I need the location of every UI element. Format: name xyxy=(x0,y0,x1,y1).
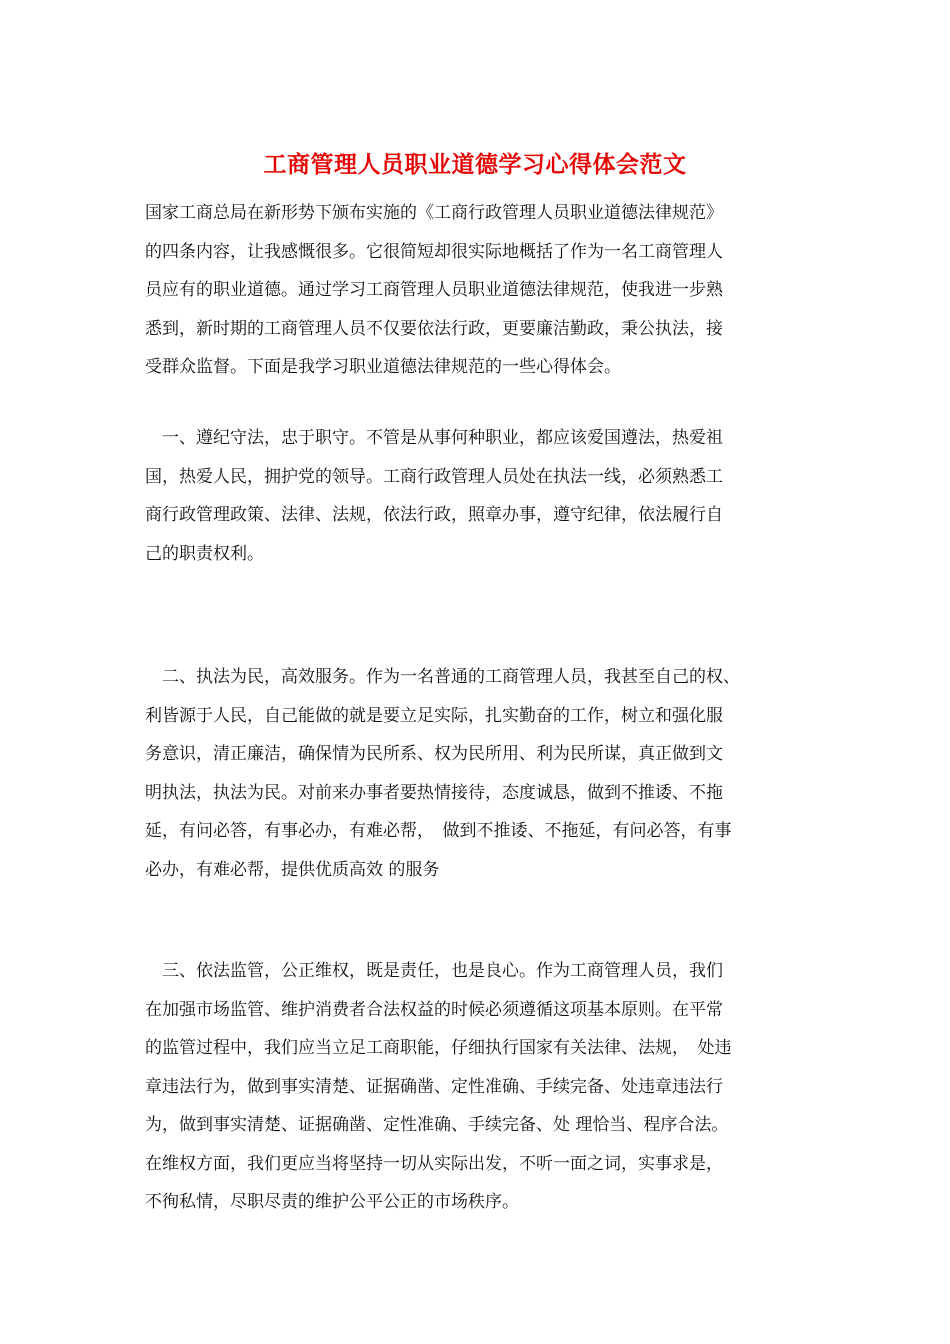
text-line: 务意识，清正廉洁，确保情为民所系、权为民所用、利为民所谋，真正做到文 xyxy=(145,744,723,764)
text-line: 二、执法为民，高效服务。作为一名普通的工商管理人员，我甚至自己的权、 xyxy=(145,667,740,687)
text-line: 国，热爱人民，拥护党的领导。工商行政管理人员处在执法一线，必须熟悉工 xyxy=(145,466,723,487)
text-line: 受群众监督。下面是我学习职业道德法律规范的一些心得体会。 xyxy=(145,357,621,377)
text-line: 悉到，新时期的工商管理人员不仅要依法行政，更要廉洁勤政，秉公执法，接 xyxy=(145,318,723,339)
text-line: 在加强市场监管、维护消费者合法权益的时候必须遵循这项基本原则。在平常 xyxy=(145,999,723,1020)
paragraph-section-3 xyxy=(145,952,825,1222)
text-line: 三、依法监管，公正维权，既是责任，也是良心。作为工商管理人员，我们 xyxy=(145,961,723,981)
text-line: 为，做到事实清楚、证据确凿、定性准确、手续完备、处 理恰当、程序合法。 xyxy=(145,1115,729,1135)
text-line: 商行政管理政策、法律、法规，依法行政，照章办事，遵守纪律，依法履行自 xyxy=(145,505,723,525)
text-line: 的四条内容，让我感慨很多。它很简短却很实际地概括了作为一名工商管理人 xyxy=(145,241,723,262)
text-line: 不徇私情，尽职尽责的维护公平公正的市场秩序。 xyxy=(145,1192,519,1212)
text-line: 一、遵纪守法，忠于职守。不管是从事何种职业，都应该爱国遵法，热爱祖 xyxy=(145,428,723,448)
text-line: 国家工商总局在新形势下颁布实施的《工商行政管理人员职业道德法律规范》 xyxy=(145,203,723,223)
text-line: 章违法行为，做到事实清楚、证据确凿、定性准确、手续完备、处违章违法行 xyxy=(145,1076,723,1097)
text-line: 延，有问必答，有事必办，有难必帮， 做到不推诿、不拖延，有问必答，有事 xyxy=(145,821,732,841)
paragraph-section-2 xyxy=(145,658,825,889)
document-title: 工商管理人员职业道德学习心得体会范文 xyxy=(263,151,687,178)
text-line: 在维权方面，我们更应当将坚持一切从实际出发，不听一面之词，实事求是， xyxy=(145,1153,723,1174)
text-line: 己的职责权利。 xyxy=(145,543,264,564)
paragraph-intro xyxy=(145,194,825,387)
text-line: 明执法，执法为民。对前来办事者要热情接待，态度诚恳，做到不推诿、不拖 xyxy=(145,782,723,803)
text-line: 利皆源于人民，自己能做的就是要立足实际，扎实勤奋的工作，树立和强化服 xyxy=(145,705,723,726)
text-line: 的监管过程中，我们应当立足工商职能，仔细执行国家有关法律、法规， 处违 xyxy=(145,1038,732,1058)
paragraph-section-1 xyxy=(145,419,825,573)
text-line: 员应有的职业道德。通过学习工商管理人员职业道德法律规范，使我进一步熟 xyxy=(145,280,723,300)
text-line: 必办，有难必帮，提供优质高效 的服务 xyxy=(145,859,440,880)
